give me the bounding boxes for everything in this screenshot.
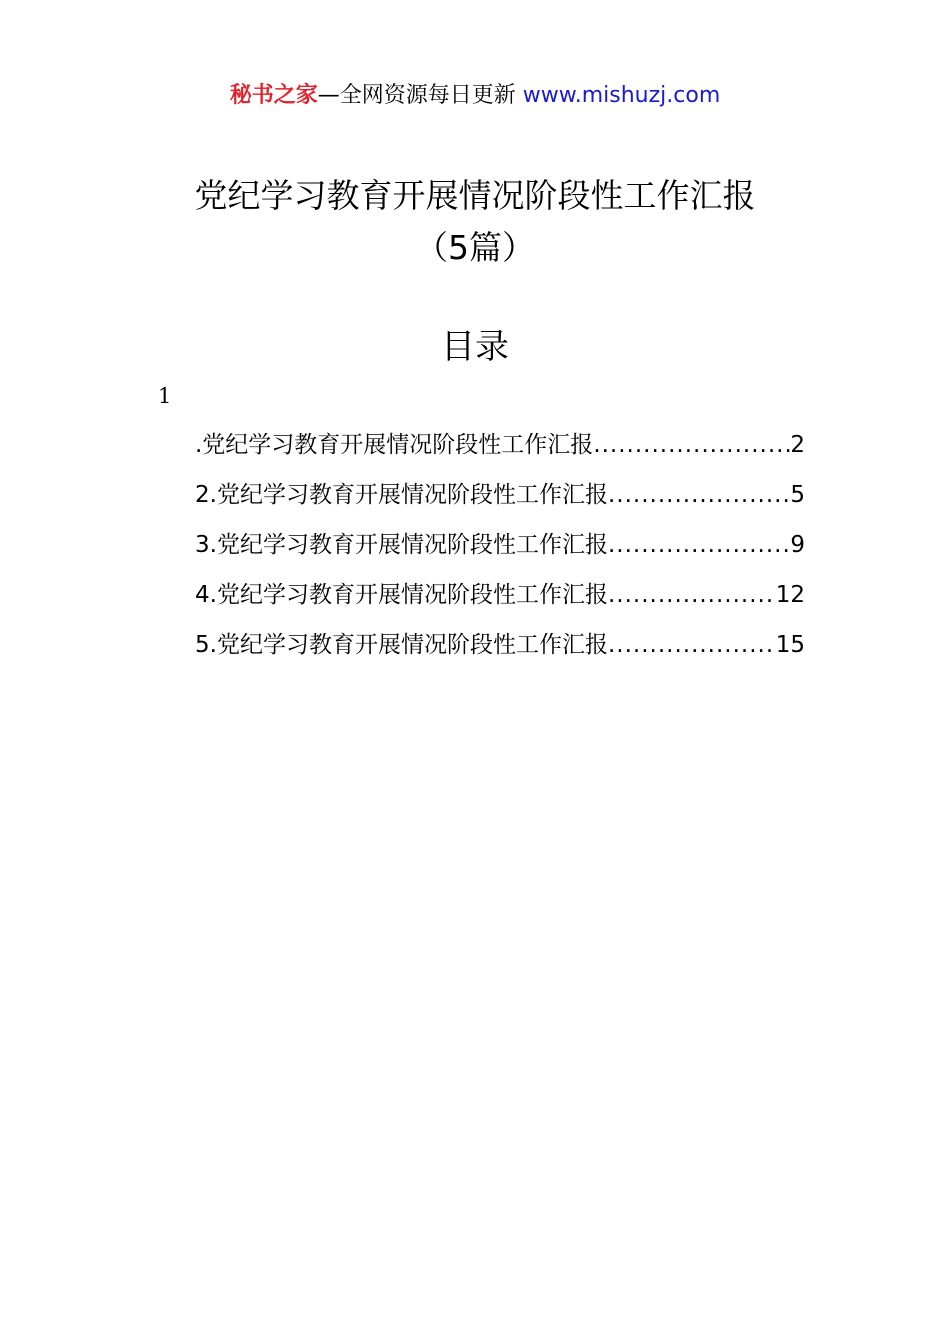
- toc-entry-label: .党纪学习教育开展情况阶段性工作汇报: [195, 432, 594, 458]
- toc-entry-label: 5.党纪学习教育开展情况阶段性工作汇报: [195, 632, 608, 658]
- toc-entry-label: 3.党纪学习教育开展情况阶段性工作汇报: [195, 532, 608, 558]
- toc-page-number: 15: [775, 632, 805, 658]
- toc-entry-5[interactable]: [195, 620, 805, 670]
- toc-dot-leader: [593, 420, 790, 470]
- table-of-contents: [195, 420, 805, 670]
- site-banner: [0, 80, 950, 112]
- document-title: 党纪学习教育开展情况阶段性工作汇报: [194, 176, 756, 215]
- toc-page-number: 5: [790, 482, 805, 508]
- toc-page-number: 12: [775, 582, 805, 608]
- toc-entry-label: 4.党纪学习教育开展情况阶段性工作汇报: [195, 582, 608, 608]
- toc-dot-leader: [608, 620, 776, 670]
- site-tagline: —全网资源每日更新: [317, 83, 523, 108]
- site-brand: 秘书之家: [229, 83, 318, 108]
- stray-list-number: 1: [158, 384, 172, 408]
- toc-page-number: 2: [790, 432, 805, 458]
- site-url-link[interactable]: www.mishuzj.com: [522, 83, 721, 108]
- toc-page-number: 9: [790, 532, 805, 558]
- document-subtitle: （5篇）: [415, 228, 535, 267]
- toc-dot-leader: [608, 520, 790, 570]
- toc-dot-leader: [608, 570, 776, 620]
- toc-entry-2[interactable]: [195, 470, 805, 520]
- toc-entry-label: 2.党纪学习教育开展情况阶段性工作汇报: [195, 482, 608, 508]
- toc-entry-3[interactable]: [195, 520, 805, 570]
- toc-entry-1[interactable]: [195, 420, 805, 470]
- toc-entry-4[interactable]: [195, 570, 805, 620]
- toc-dot-leader: [608, 470, 790, 520]
- toc-heading: 目录: [441, 327, 509, 367]
